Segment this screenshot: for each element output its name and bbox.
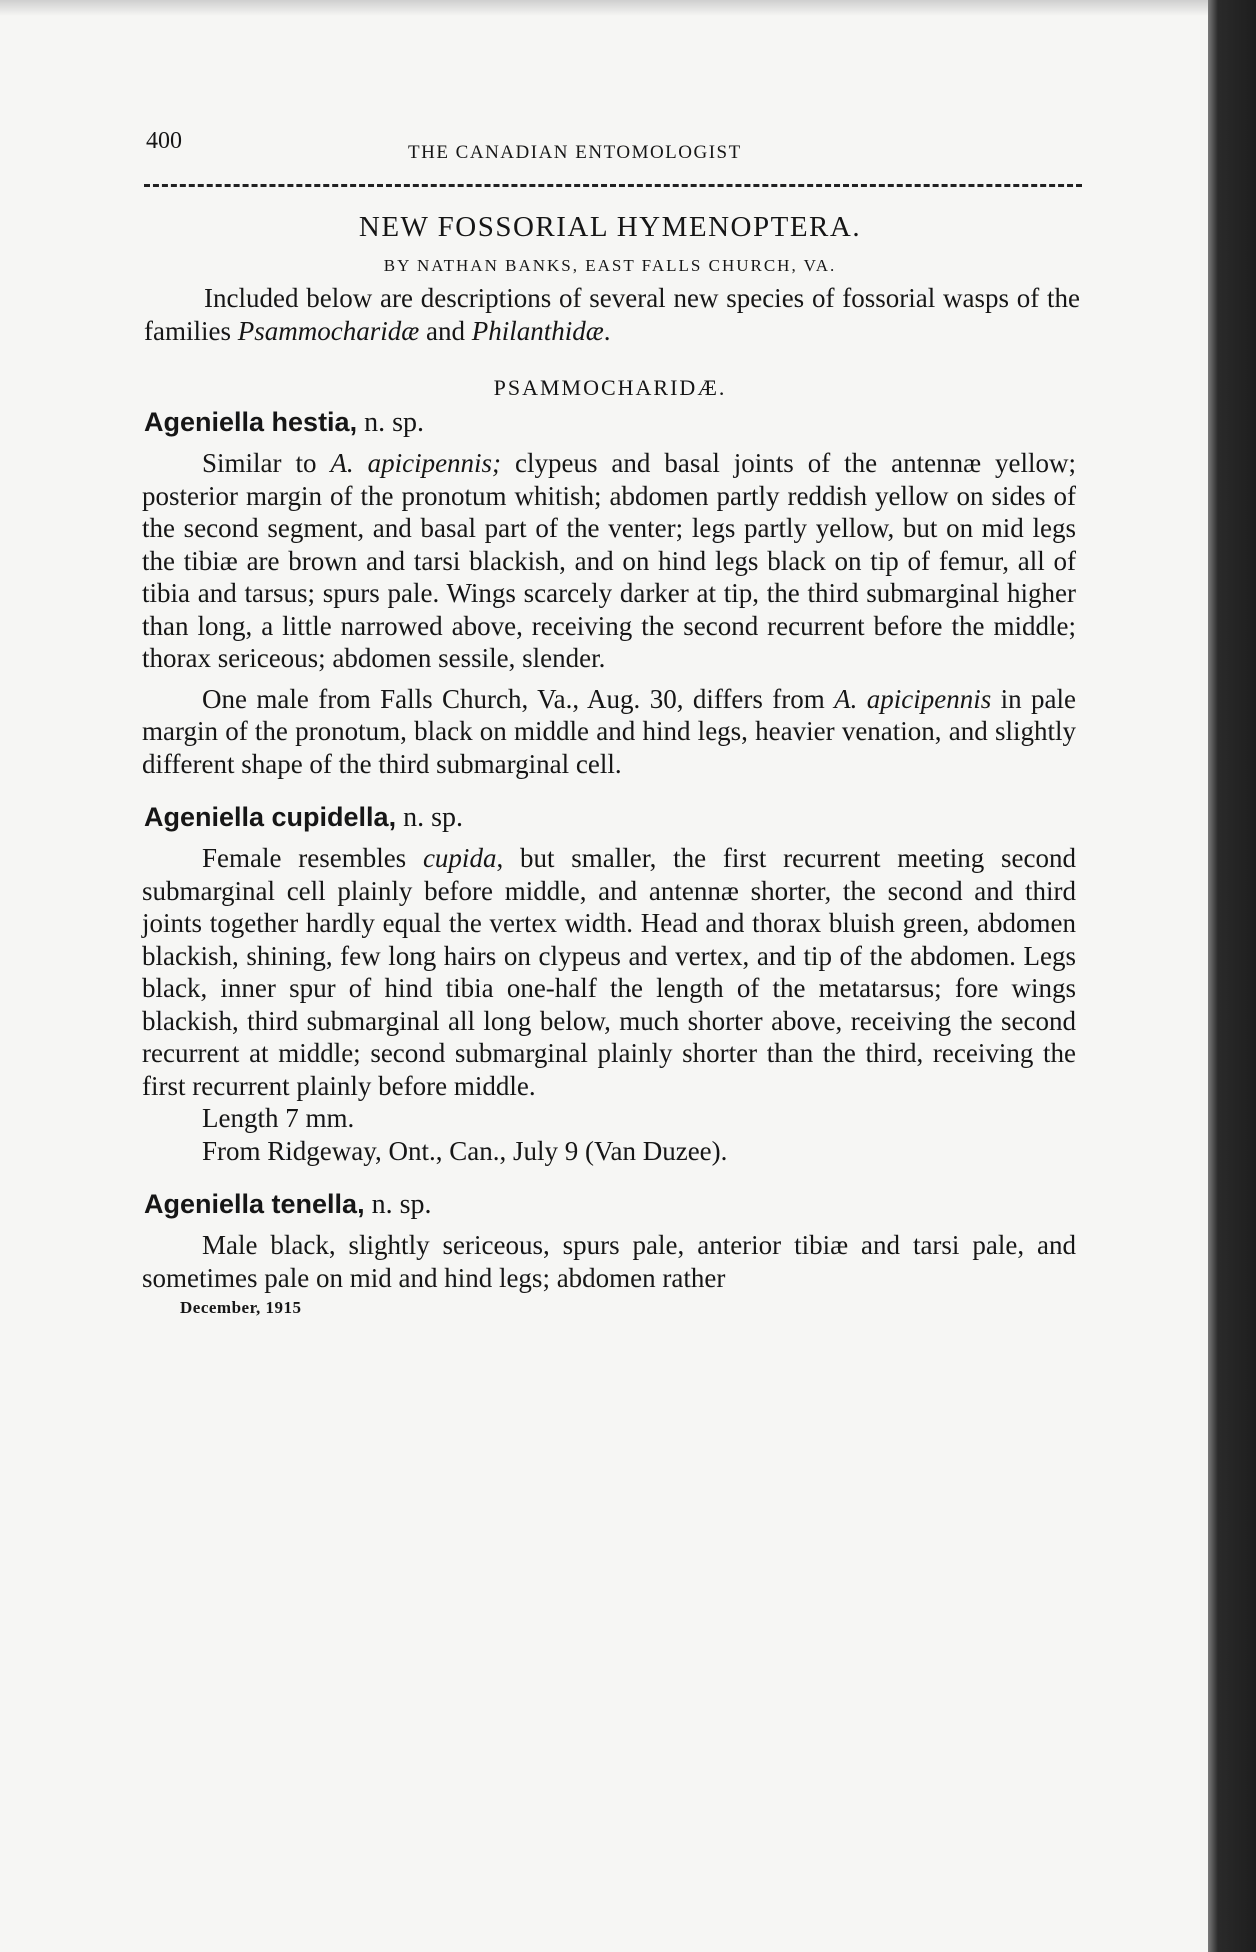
species-cupidella-paragraph-1: Female resembles cupida, but smaller, the first recurrent meeting second submarginal cell plainly before middle, and antennæ shorter, the second and third joints together hardly equal the vertex width. Head and thorax bluish green, abdomen blackish, shining, few long hairs on clypeus and vertex, and tip of the abdomen. Legs black, inner spur of hind tibia one-half the length of the metatarsus; fore wings blackish, third submarginal all long below, much shorter above, receiving the second recurrent at middle; second submarginal plainly shorter than the third, receiving the first recurrent plainly before middle.: [142, 843, 1076, 1101]
species-hestia-paragraph-1: Similar to A. apicipennis; clypeus and basal joints of the antennæ yellow; posterior margin of the pronotum whitish; abdomen partly reddish yellow on sides of the second segment, and basal part of the venter; legs partly yellow, but on mid legs the tibiæ are brown and tarsi blackish, and on hind legs black on tip of femur, all of tibia and tarsus; spurs pale. Wings scarcely darker at tip, the third submarginal higher than long, a little narrowed above, receiving the second recurrent before the middle; thorax sericeous; abdomen sessile, slender.: [142, 448, 1077, 673]
page-top-edge-shadow: [0, 0, 1210, 16]
article-title: NEW FOSSORIAL HYMENOPTERA.: [358, 211, 862, 243]
species-heading-hestia: Ageniella hestia, n. sp.: [144, 407, 424, 438]
family-name-philanthidae: Philanthidæ: [471, 315, 604, 346]
species-hestia-description: [130, 447, 1090, 780]
species-tenella-description: [130, 1229, 1090, 1294]
article-byline: BY NATHAN BANKS, EAST FALLS CHURCH, VA.: [383, 256, 837, 275]
family-heading: PSAMMOCHARIDÆ.: [493, 375, 727, 400]
species-heading-cupidella: Ageniella cupidella, n. sp.: [144, 802, 463, 833]
header-rule: [144, 184, 1082, 187]
page-number: 400: [146, 128, 182, 154]
species-hestia-paragraph-2: One male from Falls Church, Va., Aug. 30, differs from A. apicipennis in pale margin of the pronotum, black on middle and hind legs, heavier venation, and slightly different shape of the third submarginal cell.: [142, 683, 1076, 779]
species-heading-tenella: Ageniella tenella, n. sp.: [144, 1189, 432, 1220]
species-cupidella-length: Length 7 mm.: [202, 1103, 355, 1133]
species-cupidella-description: [130, 842, 1090, 1167]
running-head: [130, 120, 1090, 163]
species-cupidella-locality: From Ridgeway, Ont., Can., July 9 (Van Duzee).: [202, 1135, 728, 1166]
book-spine: [1208, 0, 1256, 1952]
species-tenella-paragraph-1: Male black, slightly sericeous, spurs pale, anterior tibiæ and tarsi pale, and sometimes pale on mid and hind legs; abdomen rather: [142, 1230, 1076, 1293]
issue-date: December, 1915: [180, 1298, 302, 1317]
family-name-psammocharidae: Psammocharidæ: [237, 315, 420, 346]
page-body: [130, 120, 1090, 1318]
journal-title: THE CANADIAN ENTOMOLOGIST: [408, 142, 742, 163]
intro-paragraph: Included below are descriptions of several new species of fossorial wasps of the families Psammocharidæ and Philanthidæ.: [144, 283, 1080, 346]
